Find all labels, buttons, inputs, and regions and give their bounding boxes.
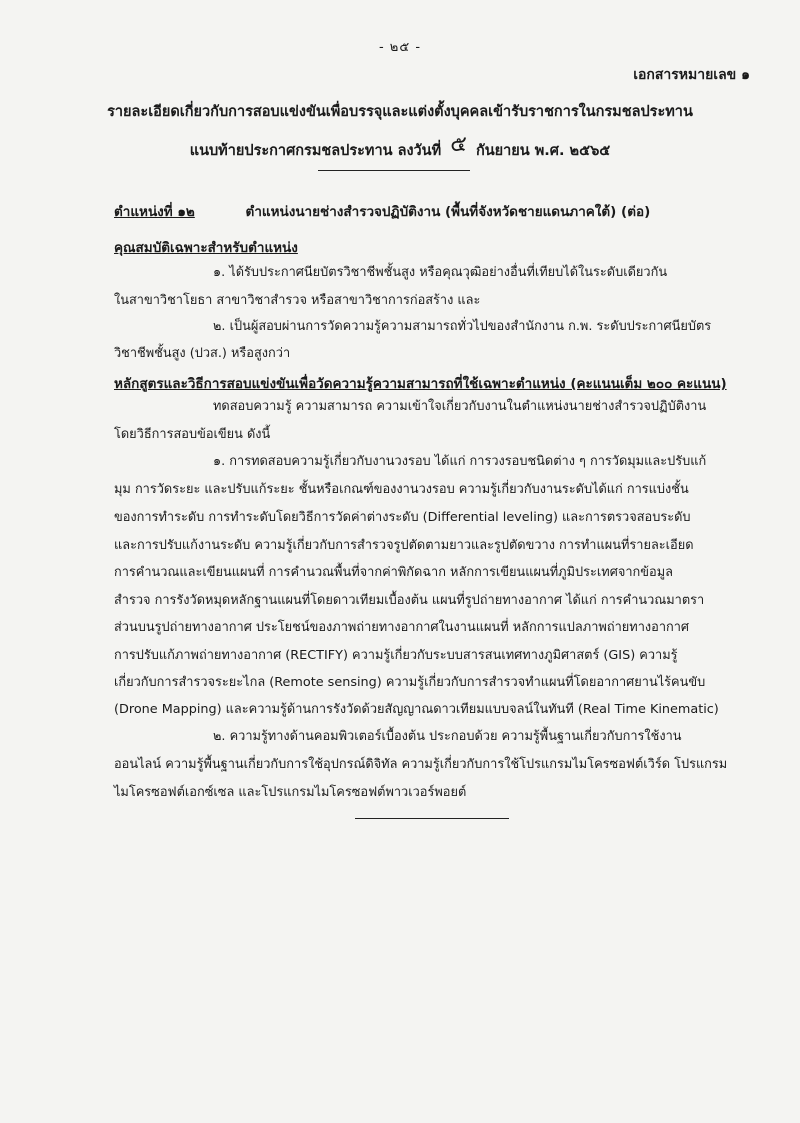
exam-line: การคำนวณและเขียนแผนที่ การคำนวณพื้นที่จากค่าพิกัดฉาก หลักการเขียนแผนที่ภูมิประเทศจากข้อมูล bbox=[114, 565, 674, 580]
qualification-line: วิชาชีพชั้นสูง (ปวส.) หรือสูงกว่า bbox=[114, 346, 291, 361]
position-heading bbox=[114, 200, 650, 222]
exam-line: ทดสอบความรู้ ความสามารถ ความเข้าใจเกี่ยวกับงานในตำแหน่งนายช่างสำรวจปฏิบัติงาน bbox=[213, 399, 707, 414]
exam-line: ส่วนบนรูปถ่ายทางอากาศ ประโยชน์ของภาพถ่ายทางอากาศในงานแผนที่ หลักการแปลภาพถ่ายทางอากาศ bbox=[114, 620, 690, 635]
title-line-1: รายละเอียดเกี่ยวกับการสอบแข่งขันเพื่อบรรจุและแต่งตั้งบุคคลเข้ารับราชการในกรมชลประทาน bbox=[107, 104, 693, 120]
handwritten-day: ๕ bbox=[450, 132, 467, 157]
exam-line: ของการทำระดับ การทำระดับโดยวิธีการวัดค่าต่างระดับ (Differential leveling) และการตรวจสอบระดับ bbox=[114, 510, 691, 525]
exam-line: การปรับแก้ภาพถ่ายทางอากาศ (RECTIFY) ความรู้เกี่ยวกับระบบสารสนเทศทางภูมิศาสตร์ (GIS) ความรู้ bbox=[114, 648, 678, 663]
position-label: ตำแหน่งที่ ๑๒ bbox=[114, 204, 195, 220]
exam-heading: หลักสูตรและวิธีการสอบแข่งขันเพื่อวัดความรู้ความสามารถที่ใช้เฉพาะตำแหน่ง (คะแนนเต็ม ๒๐๐ คะแนน) bbox=[114, 376, 727, 392]
exam-line: โดยวิธีการสอบข้อเขียน ดังนี้ bbox=[114, 427, 271, 442]
title-line-2-prefix: แนบท้ายประกาศกรมชลประทาน ลงวันที่ bbox=[189, 143, 442, 159]
qualification-line: ๑. ได้รับประกาศนียบัตรวิชาชีพชั้นสูง หรือคุณวุฒิอย่างอื่นที่เทียบได้ในระดับเดียวกัน bbox=[213, 265, 668, 280]
exam-line: ๒. ความรู้ทางด้านคอมพิวเตอร์เบื้องต้น ประกอบด้วย ความรู้พื้นฐานเกี่ยวกับการใช้งาน bbox=[213, 729, 682, 744]
position-name: ตำแหน่งนายช่างสำรวจปฏิบัติงาน (พื้นที่จังหวัดชายแดนภาคใต้) (ต่อ) bbox=[245, 204, 651, 220]
exam-line: เกี่ยวกับการสำรวจระยะไกล (Remote sensing) ความรู้เกี่ยวกับการสำรวจทำแผนที่โดยอากาศยานไร้คนขับ bbox=[114, 675, 706, 690]
qualification-line: ๒. เป็นผู้สอบผ่านการวัดความรู้ความสามารถทั่วไปของสำนักงาน ก.พ. ระดับประกาศนียบัตร bbox=[213, 319, 712, 334]
title-line-2 bbox=[0, 130, 800, 165]
qualifications-heading: คุณสมบัติเฉพาะสำหรับตำแหน่ง bbox=[114, 240, 298, 256]
exam-line: มุม การวัดระยะ และปรับแก้ระยะ ชั้นหรือเกณฑ์ของงานวงรอบ ความรู้เกี่ยวกับงานระดับได้แก่ การแบ่งชั้น bbox=[114, 482, 689, 497]
exam-line: ออนไลน์ ความรู้พื้นฐานเกี่ยวกับการใช้อุปกรณ์ดิจิทัล ความรู้เกี่ยวกับการใช้โปรแกรมไมโครซอฟต์เวิร์ด โปรแกรม bbox=[114, 757, 728, 772]
qualification-line: ในสาขาวิชาโยธา สาขาวิชาสำรวจ หรือสาขาวิชาการก่อสร้าง และ bbox=[114, 293, 481, 308]
title-divider bbox=[318, 170, 470, 171]
end-divider bbox=[355, 818, 509, 819]
document-label: เอกสารหมายเลข ๑ bbox=[633, 67, 750, 83]
exam-line: (Drone Mapping) และความรู้ด้านการรังวัดด้วยสัญญาณดาวเทียมแบบจลน์ในทันที (Real Time Kinematic) bbox=[114, 702, 719, 717]
exam-line: ไมโครซอฟต์เอกซ์เซล และโปรแกรมไมโครซอฟต์พาวเวอร์พอยต์ bbox=[114, 785, 467, 800]
exam-line: และการปรับแก้งานระดับ ความรู้เกี่ยวกับการสำรวจรูปตัดตามยาวและรูปตัดขวาง การทำแผนที่รายละเอียด bbox=[114, 538, 694, 553]
page-number: - ๒๕ - bbox=[378, 40, 422, 55]
exam-line: ๑. การทดสอบความรู้เกี่ยวกับงานวงรอบ ได้แก่ การวงรอบชนิดต่าง ๆ การวัดมุมและปรับแก้ bbox=[213, 454, 707, 469]
exam-line: สำรวจ การรังวัดหมุดหลักฐานแผนที่โดยดาวเทียมเบื้องต้น แผนที่รูปถ่ายทางอากาศ ได้แก่ การคำนวณมาตรา bbox=[114, 593, 705, 608]
title-line-2-suffix: กันยายน พ.ศ. ๒๕๖๕ bbox=[475, 143, 611, 159]
